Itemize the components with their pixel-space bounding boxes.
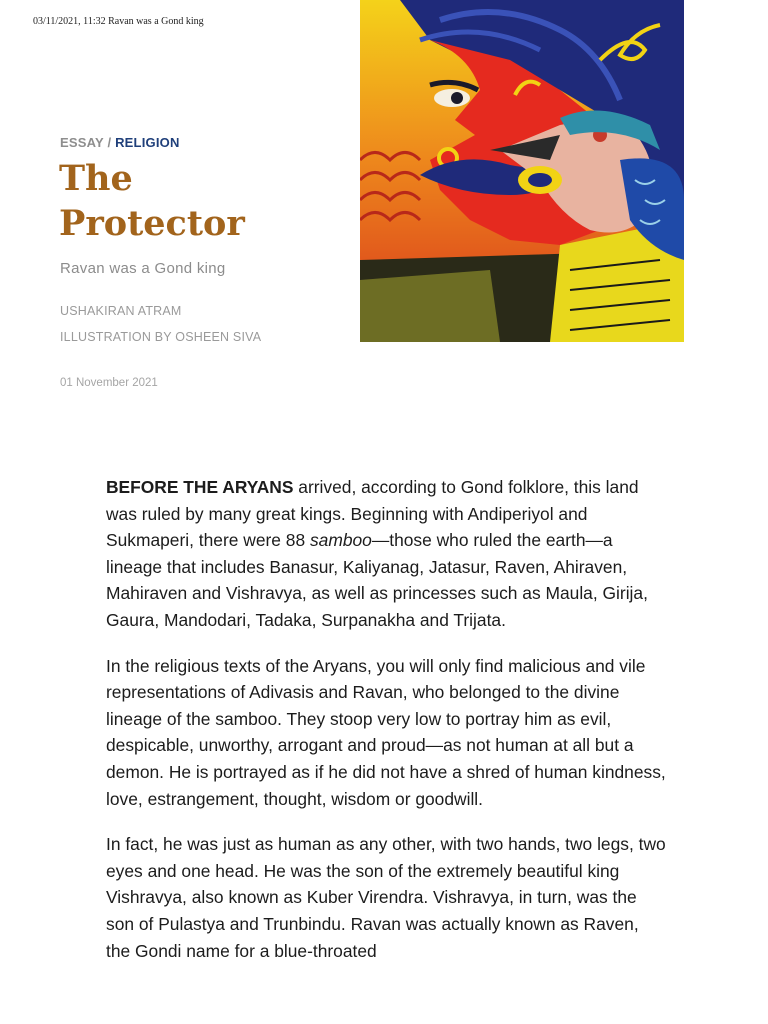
article-body <box>106 474 666 983</box>
title-line-1: The <box>59 158 133 199</box>
body-paragraph-1 <box>106 474 666 634</box>
lead-in: BEFORE THE ARYANS <box>106 477 294 497</box>
p1-text-b: —those who ruled the earth—a lineage that includes Banasur, Kaliyanag, Jatasur, Raven, Ahiraven, Mahiraven and Vishravya, as well as princesses such as Maula, Girija, Gaura, Mandodari, Tadaka, Surpanakha and Trijata. <box>106 530 648 630</box>
p1-italic: samboo <box>309 530 372 551</box>
kicker-separator: / <box>107 135 112 150</box>
print-header: 03/11/2021, 11:32 Ravan was a Gond king <box>33 16 204 27</box>
hero-illustration <box>360 0 684 342</box>
section-link[interactable]: ESSAY <box>60 135 104 150</box>
category-link[interactable]: RELIGION <box>115 135 180 150</box>
article-title <box>59 156 319 246</box>
publish-date: 01 November 2021 <box>60 377 158 389</box>
body-paragraph-3: In fact, he was just as human as any other, with two hands, two legs, two eyes and one head. He was the son of the extremely beautiful king Vishravya, also known as Kuber Virendra. Vishravya, in turn, was the son of Pulastya and Trunbindu. Ravan was actually known as Raven, the Gondi name for a blue-throated <box>106 834 666 961</box>
p1-text-a: arrived, according to Gond folklore, this land was ruled by many great kings. Beginning with Andiperiyol and Sukmaperi, there were 88 <box>106 477 639 551</box>
author-byline[interactable]: USHAKIRAN ATRAM <box>60 304 182 318</box>
article-subtitle: Ravan was a Gond king <box>60 260 226 277</box>
body-paragraph-2: In the religious texts of the Aryans, you will only find malicious and vile representations of Adivasis and Ravan, who belonged to the divine lineage of the samboo. They stoop very low to portray him as evil, despicable, unworthy, arrogant and proud—as not human at all but a demon. He is portrayed as if he did not have a shred of human kindness, love, estrangement, thought, wisdom or goodwill. <box>106 655 666 809</box>
title-line-2: Protector <box>59 203 245 244</box>
article-kicker <box>60 135 180 150</box>
illustrator-byline[interactable]: ILLUSTRATION BY OSHEEN SIVA <box>60 330 262 344</box>
